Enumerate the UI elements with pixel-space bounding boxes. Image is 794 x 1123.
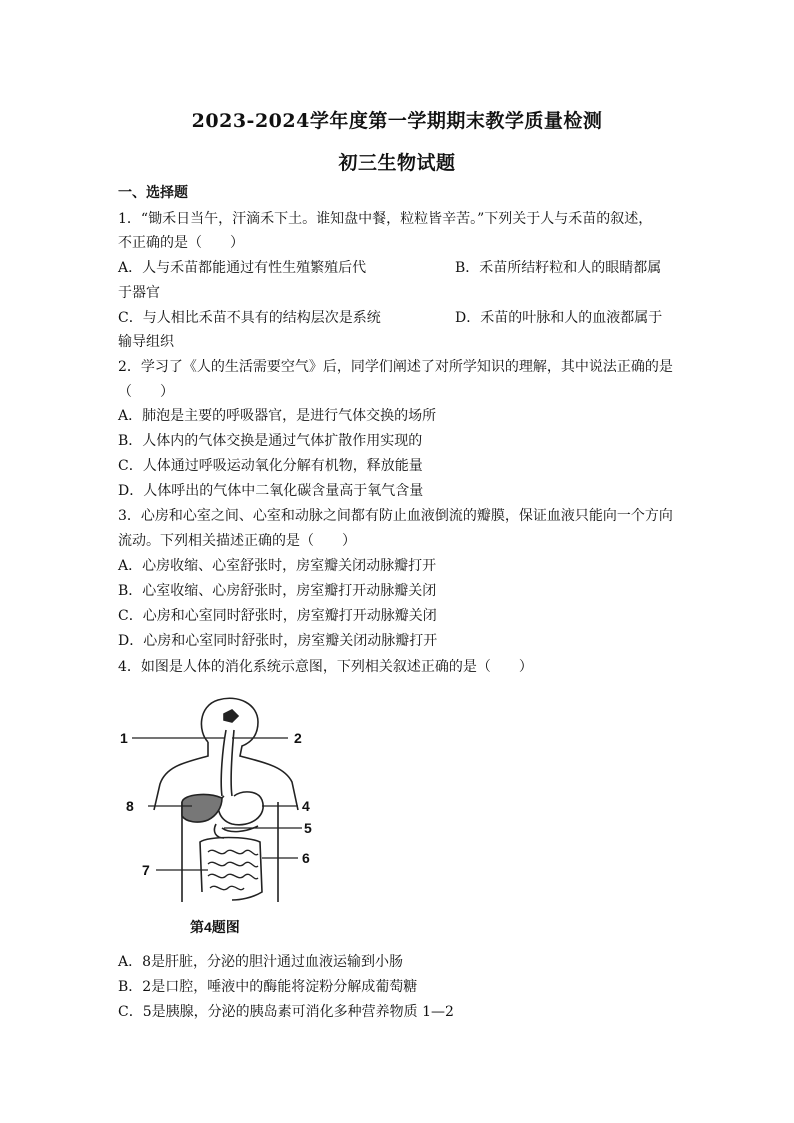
large-intestine-outline: [200, 838, 262, 901]
q3-stem-line2: 流动。下列相关描述正确的是（ ）: [118, 533, 356, 549]
q2-option-b: B．人体内的气体交换是通过气体扩散作用实现的: [118, 433, 423, 449]
q1-option-d: D．禾苗的叶脉和人的血液都属于: [455, 310, 663, 326]
esophagus-outline: [221, 730, 234, 796]
pancreas-outline: [214, 824, 258, 838]
figure-label-7: 7: [142, 862, 150, 878]
q4-option-c: C．5是胰腺，分泌的胰岛素可消化多种营养物质 1—2: [118, 1004, 454, 1020]
q2-stem-line1: 2．学习了《人的生活需要空气》后，同学们阐述了对所学知识的理解，其中说法正确的是: [118, 359, 673, 375]
q1-option-c: C．与人相比禾苗不具有的结构层次是系统: [118, 310, 381, 326]
q2-option-d: D．人体呼出的气体中二氧化碳含量高于氧气含量: [118, 483, 424, 499]
figure-label-5: 5: [304, 820, 312, 836]
stomach-outline: [218, 792, 263, 825]
figure-label-2: 2: [294, 730, 302, 746]
figure-label-4: 4: [302, 798, 310, 814]
q2-stem-line2: （ ）: [118, 384, 174, 400]
q2-option-c: C．人体通过呼吸运动氧化分解有机物，释放能量: [118, 458, 423, 474]
figure-label-6: 6: [302, 850, 310, 866]
q1-option-d-cont: 输导组织: [118, 334, 174, 350]
q1-stem-line1: 1．“锄禾日当午，汗滴禾下土。谁知盘中餐，粒粒皆辛苦。”下列关于人与禾苗的叙述，: [118, 211, 653, 227]
q3-stem-line1: 3．心房和心室之间、心室和动脉之间都有防止血液倒流的瓣膜，保证血液只能向一个方向: [118, 508, 673, 524]
q3-option-d: D．心房和心室同时舒张时，房室瓣关闭动脉瓣打开: [118, 633, 438, 649]
q1-option-b-cont: 于器官: [118, 285, 160, 301]
q3-option-a: A．心房收缩、心室舒张时，房室瓣关闭动脉瓣打开: [118, 558, 437, 574]
figure-label-1: 1: [120, 730, 128, 746]
q2-option-a: A．肺泡是主要的呼吸器官，是进行气体交换的场所: [118, 408, 437, 424]
q1-option-b: B．禾苗所结籽粒和人的眼睛都属: [455, 260, 662, 276]
exam-title: 2023-2024学年度第一学期期末教学质量检测: [191, 110, 603, 132]
figure-caption: 第4题图: [190, 919, 240, 935]
section-heading: 一、选择题: [118, 185, 188, 201]
q4-stem: 4．如图是人体的消化系统示意图，下列相关叙述正确的是（ ）: [118, 659, 533, 675]
q4-option-b: B．2是口腔，唾液中的酶能将淀粉分解成葡萄糖: [118, 979, 418, 995]
liver-outline: [182, 795, 222, 823]
small-intestine-outline: [208, 850, 258, 889]
q1-option-a: A．人与禾苗都能通过有性生殖繁殖后代: [118, 260, 367, 276]
q3-option-b: B．心室收缩、心房舒张时，房室瓣打开动脉瓣关闭: [118, 583, 437, 599]
q1-stem-line2: 不正确的是（ ）: [118, 235, 244, 251]
mouth-mass: [224, 710, 238, 722]
q3-option-c: C．心房和心室同时舒张时，房室瓣打开动脉瓣关闭: [118, 608, 437, 624]
digestive-system-figure: [112, 692, 332, 942]
exam-subtitle: 初三生物试题: [338, 152, 456, 174]
q4-option-a: A．8是肝脏，分泌的胆汁通过血液运输到小肠: [118, 954, 404, 970]
figure-label-8: 8: [126, 798, 134, 814]
